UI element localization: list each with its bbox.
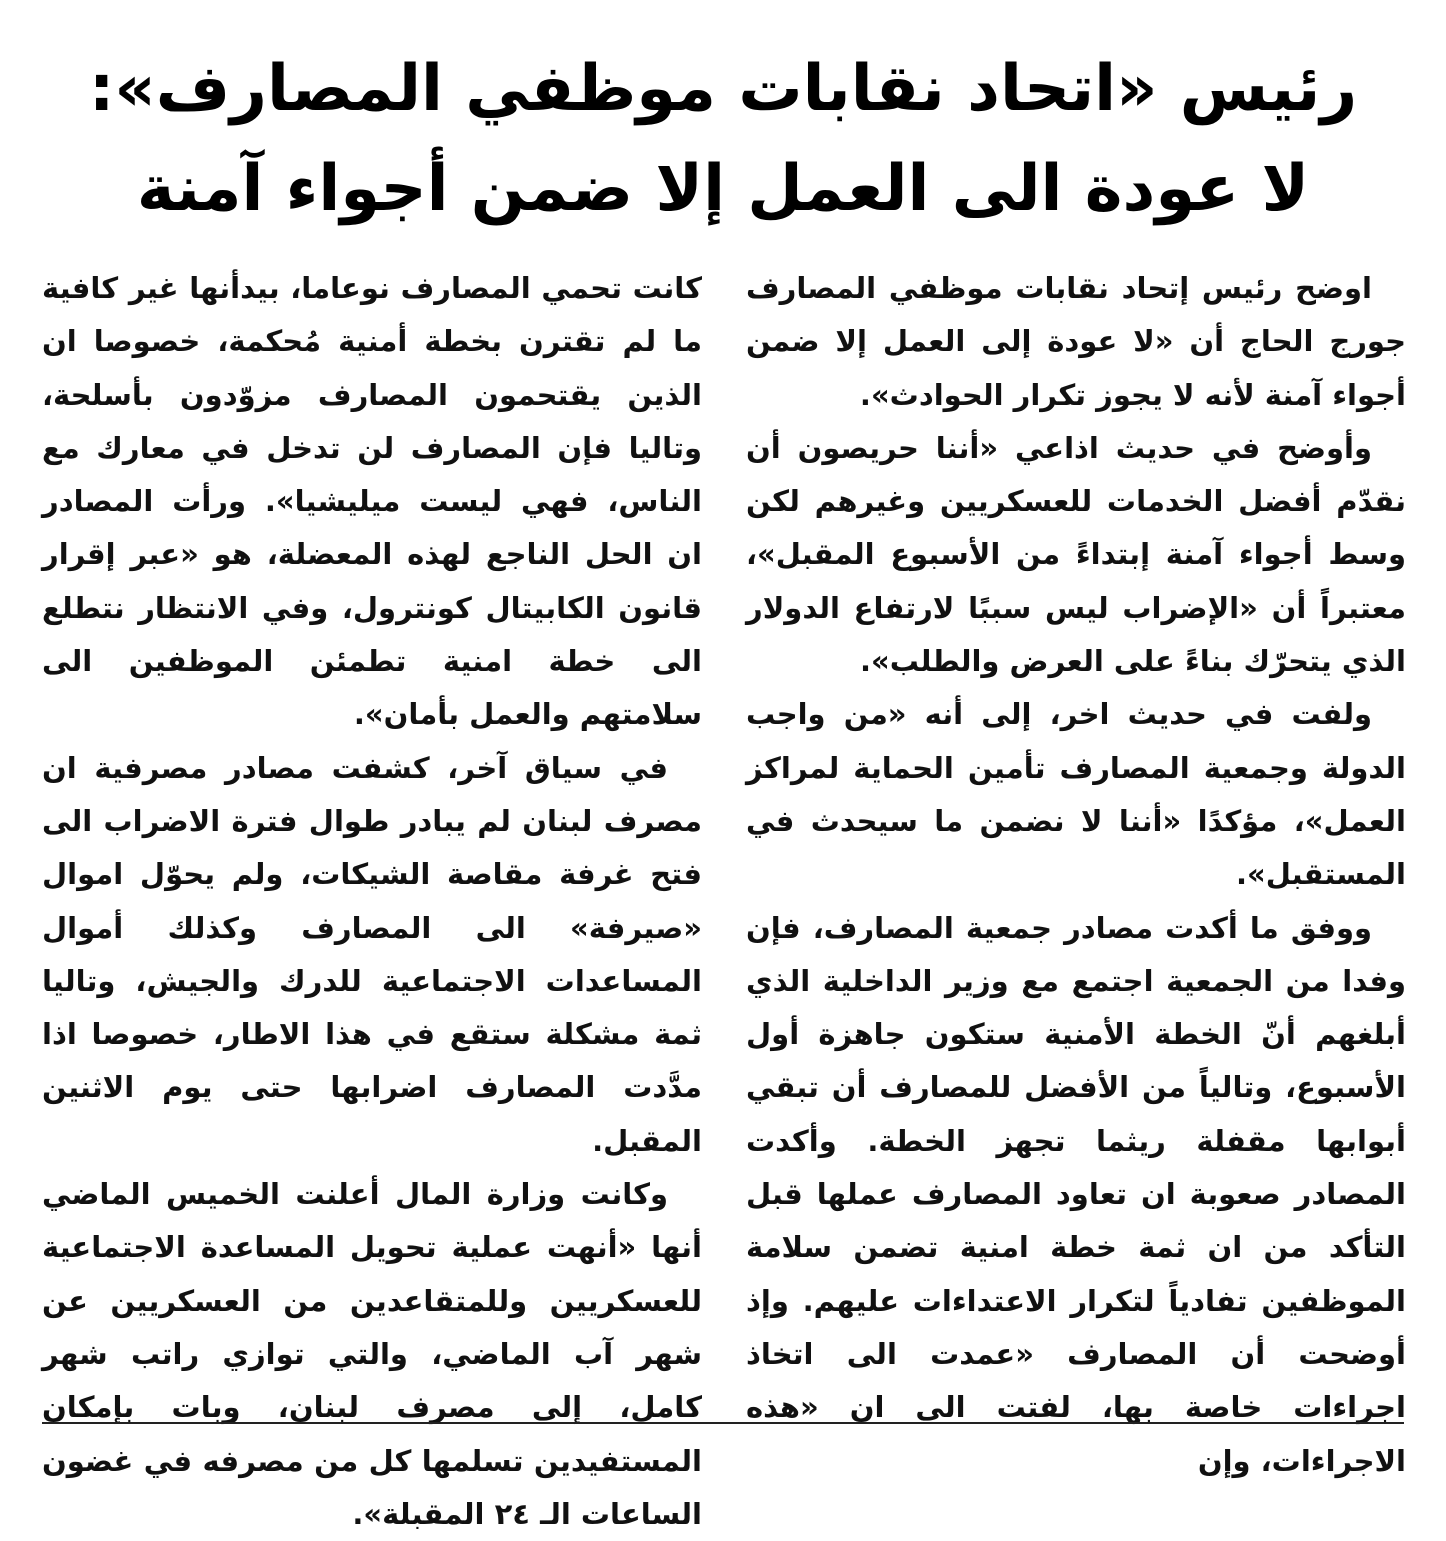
article-paragraph: اوضح رئيس إتحاد نقابات موظفي المصارف جورج الحاج أن «لا عودة إلى العمل إلا ضمن أجواء آمنة لأنه لا يجوز تكرار الحوادث».: [746, 271, 1406, 412]
article-headline: [40, 39, 1406, 239]
article-paragraph: ولفت في حديث اخر، إلى أنه «من واجب الدولة وجمعية المصارف تأمين الحماية لمراكز العمل»، مؤكدًا «أننا لا نضمن ما سيحدث في المستقبل».: [746, 697, 1406, 892]
article-paragraph: وأوضح في حديث اذاعي «أننا حريصون أن نقدّم أفضل الخدمات للعسكريين وغيرهم لكن وسط أجواء آمنة إبتداءً من الأسبوع المقبل»، معتبراً أن «الإضراب ليس سببًا لارتفاع الدولار الذي يتحرّك بناءً على العرض والطلب».: [746, 430, 1406, 679]
article-paragraph: وكانت وزارة المال أعلنت الخميس الماضي أنها «أنهت عملية تحويل المساعدة الاجتماعية للعسكريين وللمتقاعدين من العسكريين عن شهر آب الماضي، والتي توازي راتب شهر كامل، إلى مصرف لبنان، وبات بإمكان المستفيدين تسلمها كل من مصرفه في غضون الساعات الـ ٢٤ المقبلة».: [42, 1177, 702, 1531]
article-paragraph: كانت تحمي المصارف نوعاما، بيدأنها غير كافية ما لم تقترن بخطة أمنية مُحكمة، خصوصا ان الذين يقتحمون المصارف مزوّدون بأسلحة، وتاليا فإن المصارف لن تدخل في معارك مع الناس، فهي ليست ميليشيا». ورأت المصادر ان الحل الناجع لهذه المعضلة، هو «عبر إقرار قانون الكابيتال كونترول، وفي الانتظار نتطلع الى خطة امنية تطمئن الموظفين الى سلامتهم والعمل بأمان».: [42, 271, 702, 732]
article-paragraph: في سياق آخر، كشفت مصادر مصرفية ان مصرف لبنان لم يبادر طوال فترة الاضراب الى فتح غرفة مقاصة الشيكات، ولم يحوّل اموال «صيرفة» الى المصارف وكذلك أموال المساعدات الاجتماعية للدرك والجيش، وتاليا ثمة مشكلة ستقع في هذا الاطار، خصوصا اذا مدَّدت المصارف اضرابها حتى يوم الاثنين المقبل.: [42, 750, 702, 1158]
article-paragraph: ووفق ما أكدت مصادر جمعية المصارف، فإن وفدا من الجمعية اجتمع مع وزير الداخلية الذي أبلغهم أنّ الخطة الأمنية ستكون جاهزة أول الأسبوع، وتالياً من الأفضل للمصارف أن تبقي أبوابها مقفلة ريثما تجهز الخطة. وأكدت المصادر صعوبة ان تعاود المصارف عملها قبل التأكد من ان ثمة خطة امنية تضمن سلامة الموظفين تفادياً لتكرار الاعتداءات عليهم. وإذ أوضحت أن المصارف «عمدت الى اتخاذ اجراءات خاصة بها، لفتت الى ان «هذه الاجراءات، وإن: [746, 910, 1406, 1478]
article-column-right: [746, 262, 1406, 1488]
bottom-divider: [42, 1422, 1404, 1424]
article-column-left: [42, 262, 702, 1541]
headline-line-2: لا عودة الى العمل إلا ضمن أجواء آمنة: [136, 152, 1310, 227]
headline-line-1: رئيس «اتحاد نقابات موظفي المصارف»:: [88, 52, 1358, 127]
